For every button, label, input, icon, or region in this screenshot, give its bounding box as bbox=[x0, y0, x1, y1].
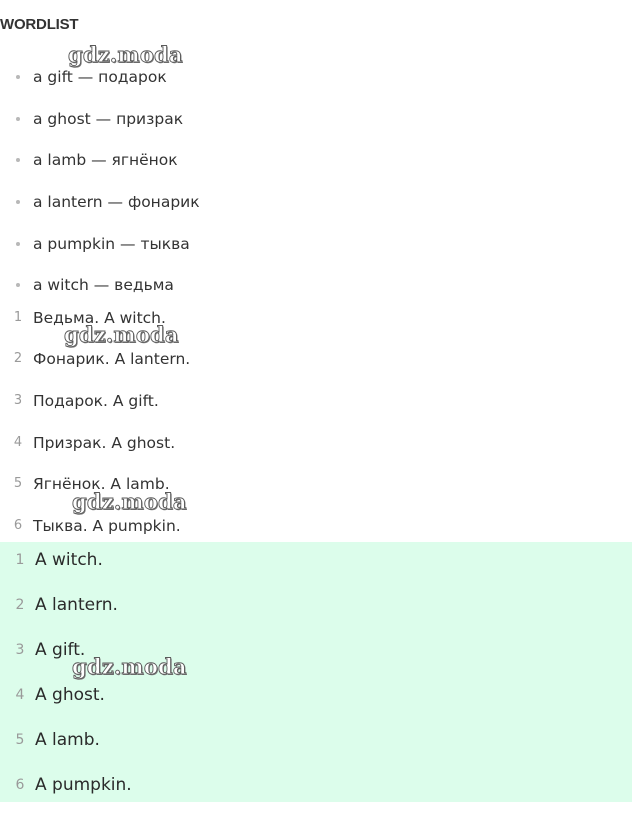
answer-number: 6 bbox=[13, 518, 23, 533]
answer-text: Тыква. A pumpkin. bbox=[33, 517, 181, 535]
wordlist-item-text: a witch — ведьма bbox=[33, 276, 174, 294]
answer-text: A lantern. bbox=[35, 595, 118, 615]
answer-text: Подарок. A gift. bbox=[33, 392, 159, 410]
answer-number: 5 bbox=[13, 476, 23, 491]
watermark: gdz.moda bbox=[72, 489, 187, 514]
answer-text: A lamb. bbox=[35, 730, 100, 750]
watermark: gdz.moda bbox=[72, 654, 187, 679]
wordlist-heading: WORDLIST bbox=[0, 16, 79, 33]
bullet-icon bbox=[16, 75, 20, 79]
answer-text: A ghost. bbox=[35, 685, 105, 705]
bullet-icon bbox=[16, 200, 20, 204]
answer-number: 1 bbox=[13, 310, 23, 325]
wordlist-item-text: a gift — подарок bbox=[33, 68, 167, 86]
bullet-icon bbox=[16, 283, 20, 287]
answer-text: A gift. bbox=[35, 640, 86, 660]
answer-text: Ведьма. A witch. bbox=[33, 309, 166, 327]
answer-text: A pumpkin. bbox=[35, 775, 132, 795]
answer-number: 1 bbox=[15, 552, 25, 568]
wordlist-item-text: a pumpkin — тыква bbox=[33, 235, 190, 253]
wordlist-item-text: a lamb — ягнёнок bbox=[33, 151, 178, 169]
answer-text: Призрак. A ghost. bbox=[33, 434, 176, 452]
answer-number: 4 bbox=[15, 687, 25, 703]
bullet-icon bbox=[16, 117, 20, 121]
wordlist-item-text: a lantern — фонарик bbox=[33, 193, 200, 211]
answer-number: 2 bbox=[13, 351, 23, 366]
bullet-icon bbox=[16, 242, 20, 246]
answer-text: A witch. bbox=[35, 550, 103, 570]
answer-number: 3 bbox=[15, 642, 25, 658]
answer-number: 5 bbox=[15, 732, 25, 748]
answer-number: 2 bbox=[15, 597, 25, 613]
watermark: gdz.moda bbox=[64, 322, 179, 347]
answer-text: Фонарик. A lantern. bbox=[33, 350, 191, 368]
wordlist-item-text: a ghost — призрак bbox=[33, 110, 184, 128]
answer-number: 6 bbox=[15, 777, 25, 793]
answer-text: Ягнёнок. A lamb. bbox=[33, 475, 170, 493]
watermark: gdz.moda bbox=[68, 42, 183, 67]
bullet-icon bbox=[16, 158, 20, 162]
answer-number: 3 bbox=[13, 393, 23, 408]
answer-number: 4 bbox=[13, 435, 23, 450]
